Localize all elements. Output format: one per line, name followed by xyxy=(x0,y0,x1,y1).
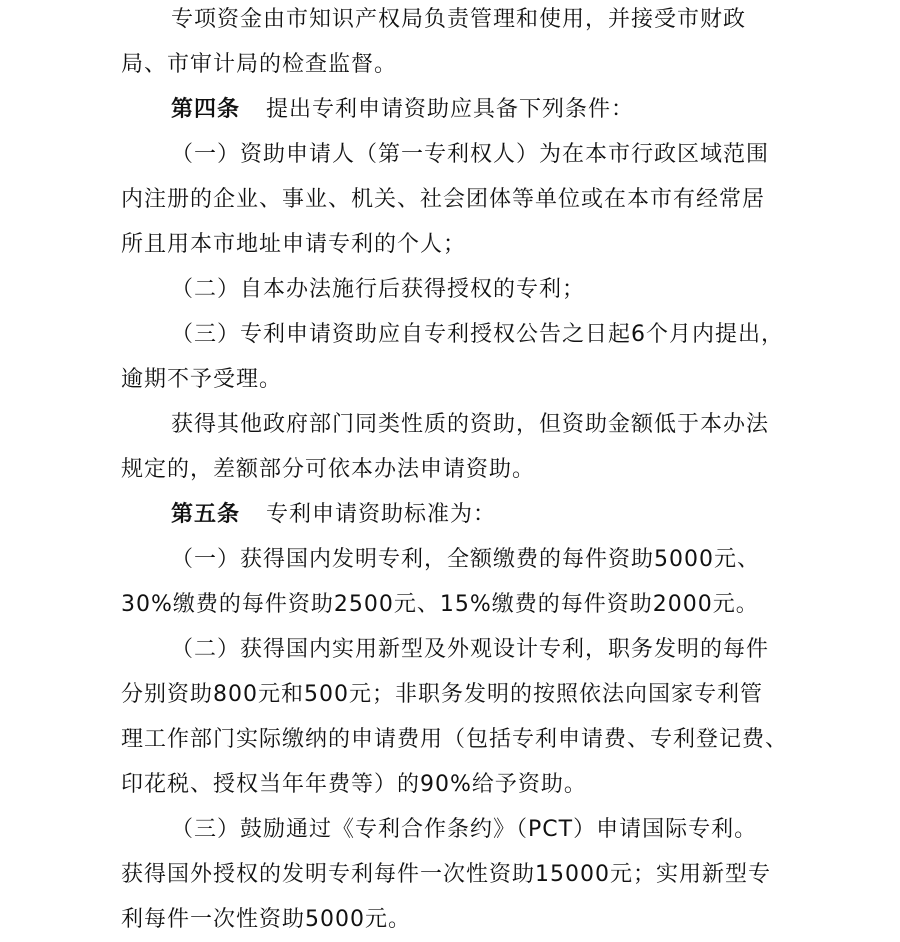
text-line: 获得其他政府部门同类性质的资助，但资助金额低于本办法 xyxy=(171,412,770,437)
text-line: 内注册的企业、事业、机关、社会团体等单位或在本市有经常居 xyxy=(121,187,766,212)
article-five-line: 第五条 专利申请资助标准为： xyxy=(171,502,497,527)
text-line: 获得国外授权的发明专利每件一次性资助15000元；实用新型专 xyxy=(121,862,771,887)
text-line: （二）获得国内实用新型及外观设计专利，职务发明的每件 xyxy=(171,637,770,662)
text-line: （一）资助申请人（第一专利权人）为在本市行政区域范围 xyxy=(171,142,770,167)
text-line: 逾期不予受理。 xyxy=(121,367,283,392)
text-line: 所且用本市地址申请专利的个人； xyxy=(121,232,467,257)
text-line: 分别资助800元和500元；非职务发明的按照依法向国家专利管 xyxy=(121,682,763,707)
text-line: （三）专利申请资助应自专利授权公告之日起6个月内提出， xyxy=(171,322,784,347)
text-line: 规定的，差额部分可依本办法申请资助。 xyxy=(121,457,536,482)
text-line: （三）鼓励通过《专利合作条约》（PCT）申请国际专利。 xyxy=(171,817,758,842)
text-line: 30%缴费的每件资助2500元、15%缴费的每件资助2000元。 xyxy=(121,592,759,617)
text-line: 理工作部门实际缴纳的申请费用（包括专利申请费、专利登记费、 xyxy=(121,727,789,752)
text-line: 专项资金由市知识产权局负责管理和使用，并接受市财政 xyxy=(171,7,747,32)
article-four-line: 第四条 提出专利申请资助应具备下列条件： xyxy=(171,97,635,122)
article-four-heading: 第四条 xyxy=(171,97,241,122)
text-line: 局、市审计局的检查监督。 xyxy=(121,52,398,77)
text-line: （二）自本办法施行后获得授权的专利； xyxy=(171,277,586,302)
text-line: 利每件一次性资助5000元。 xyxy=(121,907,411,932)
text-line: 印花税、授权当年年费等）的90%给予资助。 xyxy=(121,772,587,797)
text-line: （一）获得国内发明专利，全额缴费的每件资助5000元、 xyxy=(171,547,760,572)
article-five-heading: 第五条 xyxy=(171,502,241,527)
